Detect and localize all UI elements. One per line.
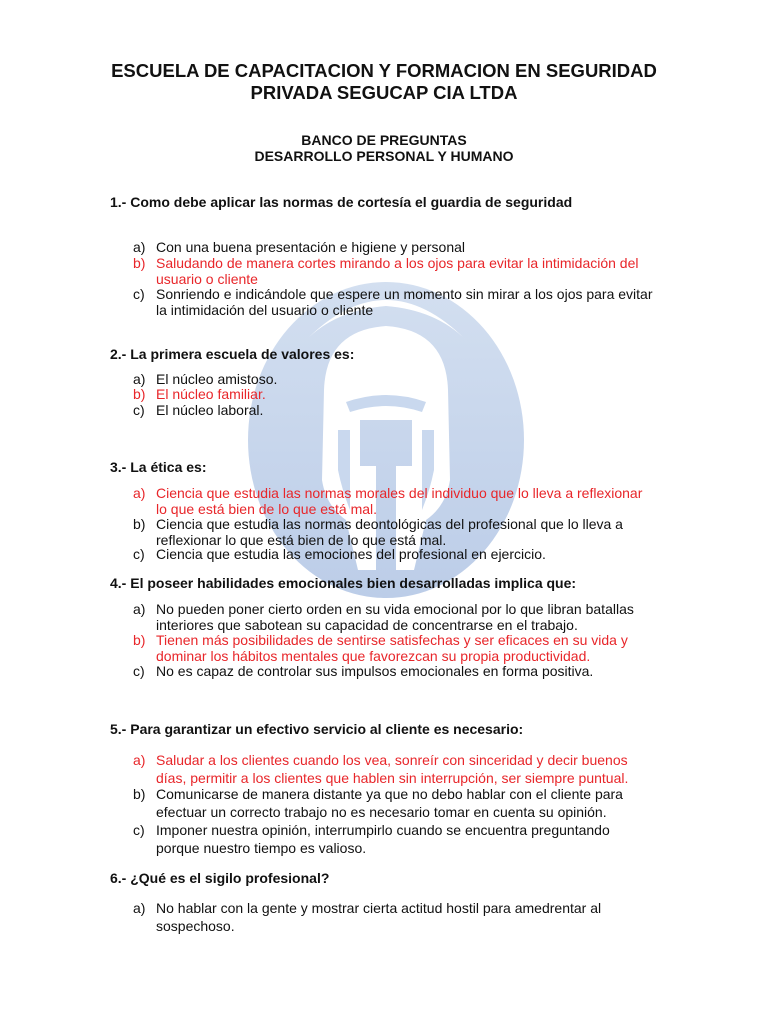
question-2-option-c: [133, 403, 653, 419]
question-5-option-c: [133, 822, 653, 857]
option-letter: b): [133, 632, 146, 648]
question-6-option-a: [133, 899, 653, 935]
option-text: Saludando de manera cortes mirando a los ojos para evitar la intimidación del usuario o cliente: [156, 255, 639, 287]
option-letter: a): [133, 601, 146, 617]
question-4-option-c: [133, 664, 653, 680]
document-subtitle-line1: BANCO DE PREGUNTAS: [301, 132, 467, 148]
question-1-option-a: [133, 240, 653, 256]
option-letter: b): [133, 255, 146, 271]
option-letter: b): [133, 516, 146, 532]
option-text: Ciencia que estudia las normas morales del individuo que lo lleva a reflexionar lo que está bien de lo que está mal.: [156, 485, 643, 517]
question-3: 3.- La ética es:: [110, 459, 207, 475]
option-text: El núcleo amistoso.: [156, 371, 278, 387]
option-letter: c): [133, 402, 145, 418]
option-text: Sonriendo e indicándole que espere un momento sin mirar a los ojos para evitar la intimidación del usuario o cliente: [156, 286, 653, 318]
question-1: 1.- Como debe aplicar las normas de cortesía el guardia de seguridad: [110, 194, 573, 210]
option-text: No es capaz de controlar sus impulsos emocionales en forma positiva.: [156, 663, 594, 679]
option-letter: c): [133, 822, 145, 838]
option-letter: a): [133, 239, 146, 255]
option-text: Comunicarse de manera distante ya que no debo hablar con el cliente para efectuar un correcto trabajo no es necesario tomar en cuenta su opinión.: [156, 786, 623, 820]
document-title-line1: ESCUELA DE CAPACITACION Y FORMACION EN SEGURIDAD: [111, 60, 657, 81]
question-3-option-b: [133, 517, 653, 548]
option-letter: b): [133, 786, 146, 802]
option-text: Ciencia que estudia las normas deontológicas del profesional que lo lleva a reflexionar lo que está bien de lo que está mal.: [156, 516, 623, 548]
option-letter: c): [133, 663, 145, 679]
question-5: 5.- Para garantizar un efectivo servicio al cliente es necesario:: [110, 721, 524, 737]
question-4: 4.- El poseer habilidades emocionales bien desarrolladas implica que:: [110, 575, 577, 591]
question-2: 2.- La primera escuela de valores es:: [110, 346, 355, 362]
option-text: Imponer nuestra opinión, interrumpirlo cuando se encuentra preguntando porque nuestro tiempo es valioso.: [156, 822, 610, 856]
question-4-option-b: [133, 633, 653, 664]
document-title-line2: PRIVADA SEGUCAP CIA LTDA: [250, 82, 518, 103]
question-5-option-b: [133, 786, 653, 821]
question-6: 6.- ¿Qué es el sigilo profesional?: [110, 870, 330, 886]
option-text: Con una buena presentación e higiene y personal: [156, 239, 466, 255]
option-letter: a): [133, 752, 146, 768]
question-3-option-c: [133, 547, 653, 563]
option-text: No hablar con la gente y mostrar cierta actitud hostil para amedrentar al sospechoso.: [156, 900, 602, 934]
option-text: Saludar a los clientes cuando los vea, sonreír con sinceridad y decir buenos días, permitir a los clientes que hablen sin interrupción, ser siempre puntual.: [156, 752, 629, 786]
question-4-option-a: [133, 602, 653, 633]
option-text: Ciencia que estudia las emociones del profesional en ejercicio.: [156, 546, 546, 562]
option-text: El núcleo laboral.: [156, 402, 264, 418]
option-letter: a): [133, 485, 146, 501]
option-text: El núcleo familiar.: [156, 386, 266, 402]
question-1-option-c: [133, 287, 653, 318]
question-5-option-a: [133, 751, 653, 787]
option-text: Tienen más posibilidades de sentirse satisfechas y ser eficaces en su vida y dominar los hábitos mentales que favorezcan su propia productividad.: [156, 632, 628, 664]
option-letter: c): [133, 546, 145, 562]
document-subtitle-line2: DESARROLLO PERSONAL Y HUMANO: [254, 148, 514, 164]
option-letter: b): [133, 386, 146, 402]
option-text: No pueden poner cierto orden en su vida emocional por lo que libran batallas interiores que sabotean su capacidad de concentrarse en el trabajo.: [156, 601, 634, 633]
question-1-option-b: [133, 256, 653, 287]
option-letter: a): [133, 900, 146, 916]
option-letter: a): [133, 371, 146, 387]
question-2-option-b: [133, 387, 653, 403]
option-letter: c): [133, 286, 145, 302]
question-3-option-a: [133, 486, 653, 517]
